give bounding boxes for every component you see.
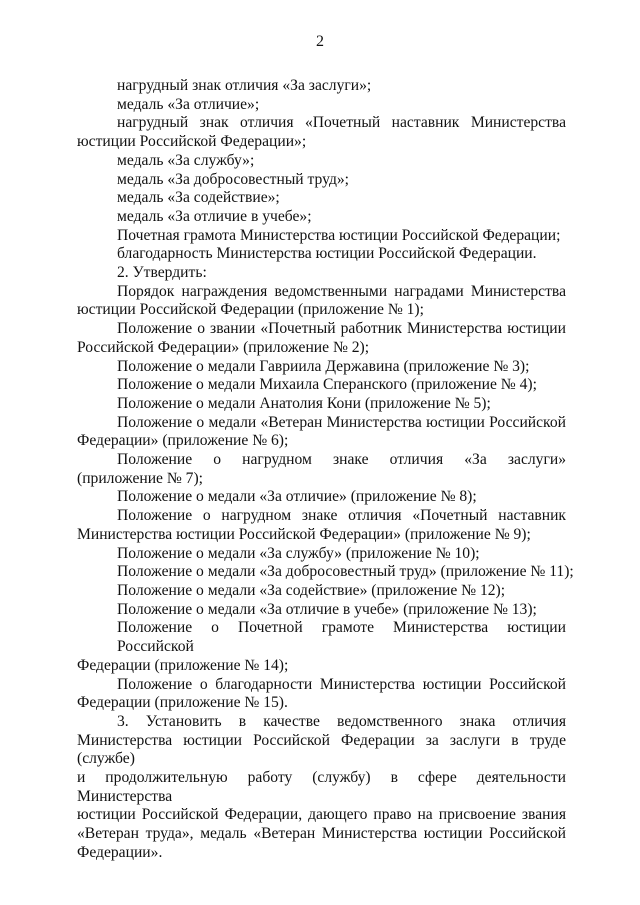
text-line: Федерации» (приложение № 6); xyxy=(77,432,289,450)
paragraph xyxy=(77,283,566,320)
text-line: Положение о медали «За содействие» (приложение № 12); xyxy=(117,581,506,599)
text-line: (приложение № 7); xyxy=(77,469,203,487)
paragraph xyxy=(77,414,566,451)
paragraph xyxy=(77,713,566,863)
paragraph xyxy=(77,619,566,675)
paragraph xyxy=(77,582,566,601)
text-line: Российской Федерации» (приложение № 2); xyxy=(77,338,370,356)
text-line: Положение о медали «За отличие в учебе» (приложение № 13); xyxy=(117,600,537,618)
paragraph xyxy=(77,376,566,395)
paragraph xyxy=(77,264,566,283)
document-body xyxy=(77,77,574,863)
text-line: Положение о благодарности Министерства юстиции Российской xyxy=(117,675,566,693)
text-line: юстиции Российской Федерации, дающего право на присвоение звания xyxy=(77,806,566,824)
paragraph xyxy=(77,358,566,377)
paragraph xyxy=(77,563,574,582)
paragraph xyxy=(77,395,566,414)
paragraph xyxy=(77,96,566,115)
paragraph xyxy=(77,189,566,208)
text-line: юстиции Российской Федерации (приложение № 1); xyxy=(77,301,424,319)
text-line: медаль «За службу»; xyxy=(117,151,255,169)
text-line: медаль «За содействие»; xyxy=(117,189,280,207)
text-line: Положение о медали «За службу» (приложение № 10); xyxy=(117,544,480,562)
text-line: Федерации (приложение № 14); xyxy=(77,656,289,674)
text-line: Министерства юстиции Российской Федерации» (приложение № 9); xyxy=(77,525,531,543)
text-line: 2. Утвердить: xyxy=(117,264,207,282)
text-line: Министерства юстиции Российской Федерации за заслуги в труде (службе) xyxy=(77,731,566,768)
paragraph xyxy=(77,245,566,264)
paragraph xyxy=(77,676,566,713)
paragraph xyxy=(77,77,566,96)
text-line: Положение о медали «За добросовестный труд» (приложение № 11); xyxy=(117,563,574,581)
paragraph xyxy=(77,208,566,227)
text-line: Положение о медали «За отличие» (приложение № 8); xyxy=(117,488,477,506)
text-line: Федерации (приложение № 15). xyxy=(77,694,288,712)
text-line: Порядок награждения ведомственными наградами Министерства xyxy=(117,282,566,300)
text-line: Положение о Почетной грамоте Министерства юстиции Российской xyxy=(117,619,566,656)
paragraph xyxy=(77,227,566,246)
text-line: 3. Установить в качестве ведомственного знака отличия xyxy=(117,712,566,730)
text-line: медаль «За отличие в учебе»; xyxy=(117,207,312,225)
paragraph xyxy=(77,545,566,564)
paragraph xyxy=(77,114,566,151)
text-line: Положение о медали «Ветеран Министерства юстиции Российской xyxy=(117,413,566,431)
paragraph xyxy=(77,601,566,620)
text-line: медаль «За отличие»; xyxy=(117,95,260,113)
text-line: юстиции Российской Федерации»; xyxy=(77,133,307,151)
text-line: «Ветеран труда», медаль «Ветеран Министерства юстиции Российской xyxy=(77,825,566,843)
paragraph xyxy=(77,488,566,507)
paragraph xyxy=(77,320,566,357)
text-line: благодарность Министерства юстиции Российской Федерации. xyxy=(117,245,537,263)
text-line: Положение о медали Михаила Сперанского (приложение № 4); xyxy=(117,376,537,394)
paragraph xyxy=(77,152,566,171)
text-line: нагрудный знак отличия «Почетный наставник Министерства xyxy=(117,114,566,132)
text-line: Положение о нагрудном знаке отличия «Почетный наставник xyxy=(117,507,566,525)
text-line: Положение о медали Гавриила Державина (приложение № 3); xyxy=(117,357,530,375)
text-line: Положение о медали Анатолия Кони (приложение № 5); xyxy=(117,394,491,412)
paragraph xyxy=(77,171,566,190)
text-line: медаль «За добросовестный труд»; xyxy=(117,170,350,188)
text-line: и продолжительную работу (службу) в сфере деятельности Министерства xyxy=(77,769,566,805)
text-line: нагрудный знак отличия «За заслуги»; xyxy=(117,77,372,94)
page-number: 2 xyxy=(316,33,324,50)
text-line: Положение о нагрудном знаке отличия «За заслуги» xyxy=(117,451,566,469)
paragraph xyxy=(77,451,566,488)
paragraph xyxy=(77,507,566,544)
text-line: Положение о звании «Почетный работник Министерства юстиции xyxy=(117,320,566,338)
text-line: Федерации». xyxy=(77,843,163,861)
text-line: Почетная грамота Министерства юстиции Российской Федерации; xyxy=(117,226,561,244)
